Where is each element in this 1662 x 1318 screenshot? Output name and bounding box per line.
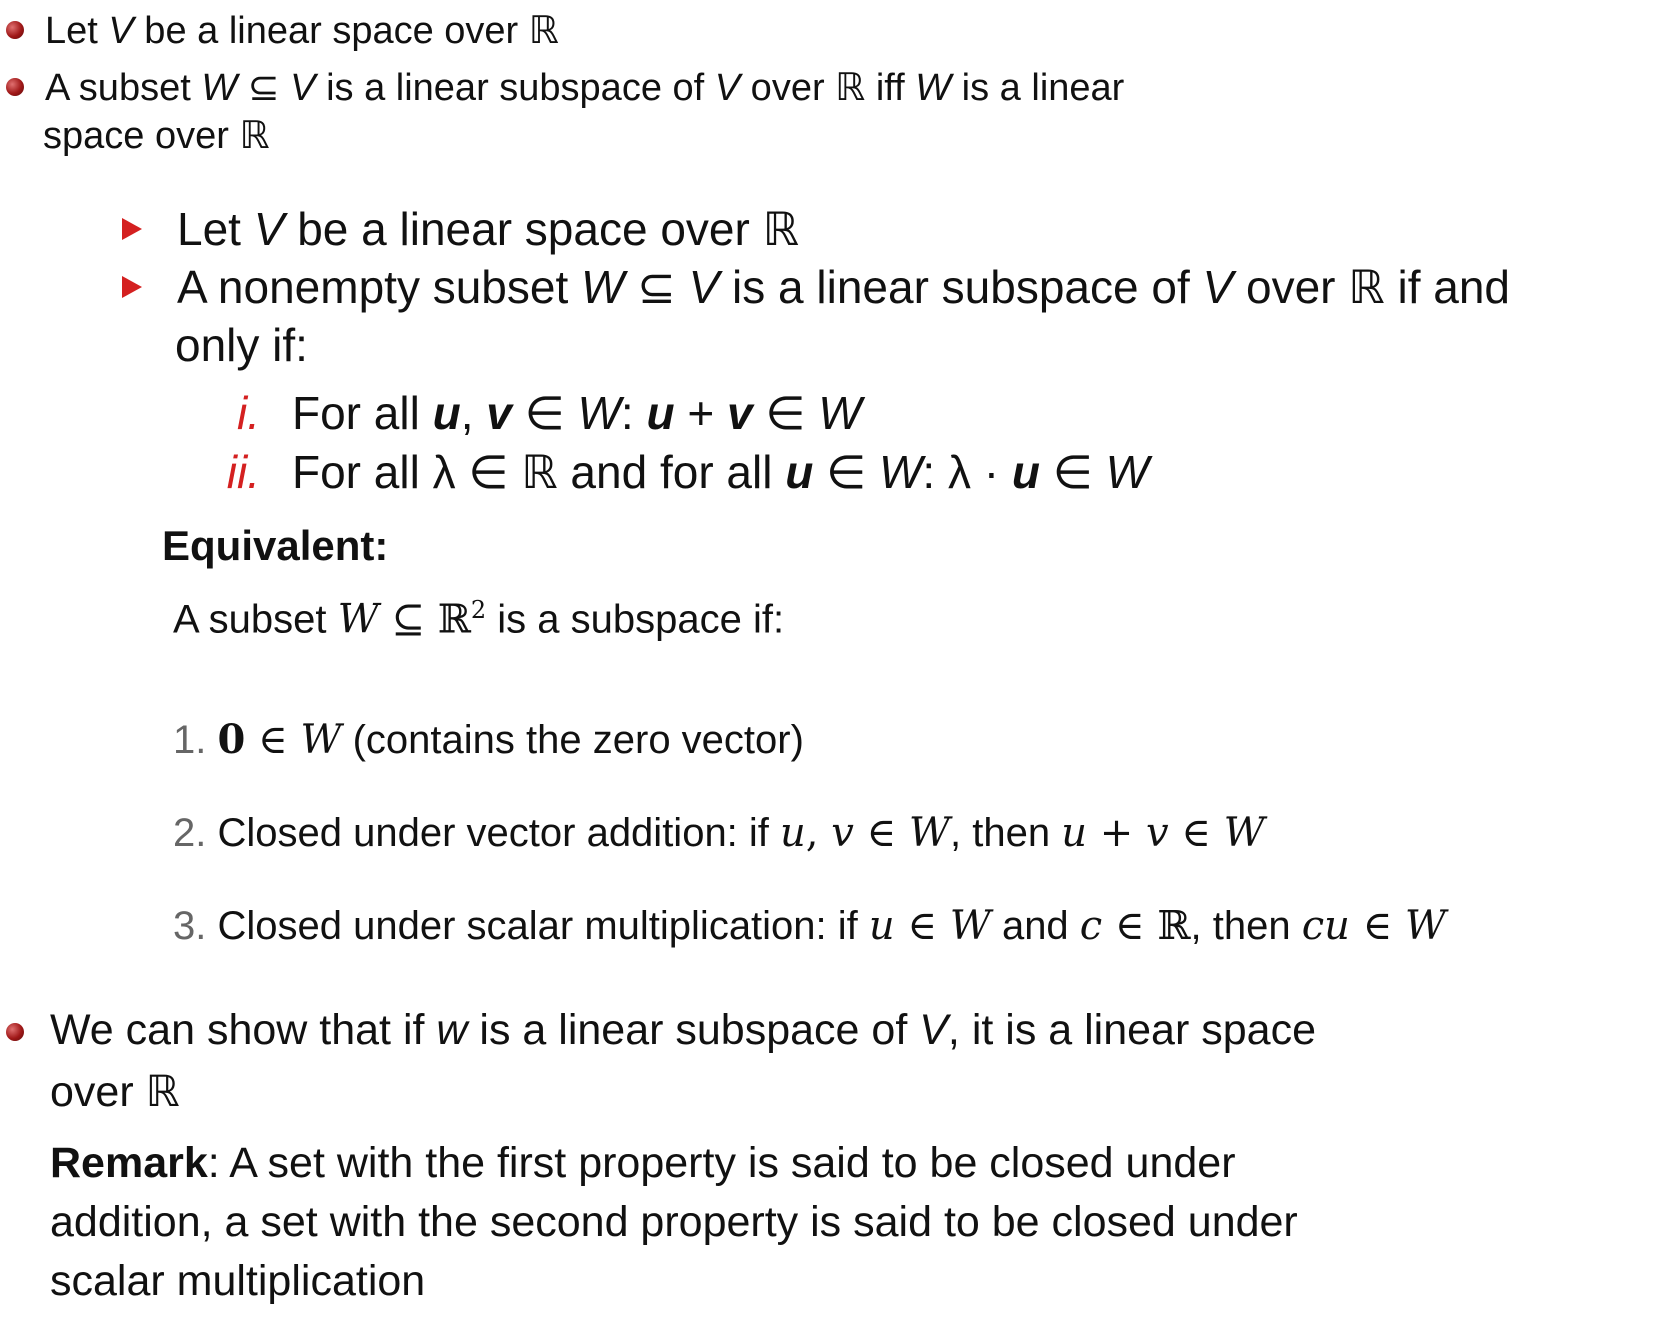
math-segment: W: [300, 717, 342, 763]
math-segment: V: [290, 67, 316, 109]
text-segment: For all: [292, 387, 433, 439]
math-segment: 2: [470, 596, 487, 624]
text-segment: over ℝ if and: [1233, 261, 1511, 313]
definition-line: [175, 318, 308, 372]
text-segment: is a linear subspace of: [315, 67, 715, 109]
text-segment: Let: [177, 203, 254, 255]
text-segment: be a linear space over ℝ: [133, 10, 559, 52]
math-segment: W: [1105, 446, 1150, 498]
math-segment: u: [646, 387, 675, 439]
list-number: 1.: [173, 718, 218, 762]
text-segment: be a linear space over ℝ: [284, 203, 800, 255]
math-segment: W: [818, 387, 862, 439]
text-segment: is a linear subspace of: [467, 1006, 920, 1054]
equivalent-item: [173, 903, 1446, 949]
text-segment: is a linear: [951, 67, 1125, 109]
list-number: 3.: [173, 904, 218, 948]
condition-label: ii.: [226, 446, 260, 498]
math-segment: ,: [805, 810, 832, 856]
math-segment: ⊆: [378, 596, 438, 643]
text-segment: : λ ·: [922, 446, 1012, 498]
equivalent-item: [173, 810, 1265, 856]
text-segment: ⊆: [624, 261, 689, 313]
text-segment: space over ℝ: [43, 115, 270, 157]
math-segment: V: [1202, 261, 1234, 313]
equivalent-heading: Equivalent:: [162, 522, 389, 569]
math-segment: W: [908, 810, 951, 856]
text-segment: (contains the zero vector): [341, 718, 804, 762]
remark-line: [50, 1198, 1298, 1247]
math-segment: W: [878, 446, 923, 498]
bullet-icon: [6, 21, 24, 39]
text-segment: ⊆: [237, 67, 291, 109]
math-segment: V: [108, 10, 134, 52]
text-segment: Remark: [50, 1139, 208, 1187]
triangle-bullet-icon: [122, 276, 142, 298]
math-segment: ∈: [1349, 903, 1405, 949]
math-segment: 0: [217, 716, 246, 763]
text-segment: , then: [1190, 904, 1302, 948]
text-segment: and: [990, 904, 1080, 948]
text-line: [43, 113, 270, 158]
text-segment: A subset: [173, 597, 338, 642]
math-segment: cu: [1301, 903, 1350, 949]
math-segment: v: [727, 387, 753, 439]
math-segment: u: [780, 810, 806, 856]
text-segment: Closed under vector addition: if: [217, 811, 781, 855]
remark-line: [50, 1139, 1236, 1188]
math-segment: u: [868, 903, 895, 949]
math-segment: W: [337, 596, 379, 643]
math-segment: ∈: [894, 903, 950, 949]
math-segment: ∈: [245, 717, 301, 763]
math-segment: W: [577, 387, 621, 439]
math-segment: W: [1404, 903, 1447, 949]
text-segment: For all λ ∈ ℝ and for all: [292, 446, 786, 498]
math-segment: u: [432, 387, 461, 439]
math-segment: w: [436, 1006, 468, 1054]
math-segment: W: [1223, 810, 1265, 856]
text-segment: addition, a set with the second property is said to be closed under: [50, 1198, 1298, 1246]
math-segment: +: [1086, 810, 1146, 856]
text-segment: over ℝ: [50, 1068, 180, 1116]
remark-line: [50, 1257, 425, 1306]
math-segment: V: [714, 67, 741, 109]
math-segment: u: [1061, 810, 1087, 856]
math-segment: ℝ: [437, 596, 471, 643]
text-line: [45, 65, 1124, 110]
math-segment: u: [1011, 446, 1040, 498]
text-segment: A nonempty subset: [177, 261, 582, 313]
condition-text: [292, 445, 1149, 499]
text-line: [50, 1067, 180, 1117]
bullet-icon: [6, 78, 24, 96]
text-segment: A subset: [45, 67, 202, 109]
text-segment: over ℝ iff: [740, 67, 916, 109]
math-segment: c: [1079, 903, 1103, 949]
equivalent-intro: [173, 596, 784, 642]
math-segment: v: [831, 810, 854, 856]
math-segment: W: [581, 261, 625, 313]
condition-text: [292, 386, 862, 440]
math-segment: ∈ ℝ: [1102, 903, 1191, 949]
list-number: 2.: [173, 811, 218, 855]
definition-line: [177, 260, 1510, 314]
math-segment: u: [785, 446, 814, 498]
text-segment: , then: [950, 811, 1062, 855]
math-segment: ∈: [853, 810, 909, 856]
math-segment: ∈: [1168, 810, 1224, 856]
math-segment: W: [949, 903, 991, 949]
text-line: [50, 1006, 1316, 1055]
text-segment: :: [620, 387, 647, 439]
math-segment: W: [915, 67, 952, 109]
math-segment: W: [201, 67, 238, 109]
text-segment: scalar multiplication: [50, 1257, 426, 1305]
text-segment: Closed under scalar multiplication: if: [217, 904, 869, 948]
math-segment: v: [486, 387, 512, 439]
text-segment: ∈: [752, 387, 819, 439]
math-segment: V: [919, 1006, 948, 1054]
text-segment: : A set with the first property is said to be closed under: [207, 1139, 1236, 1187]
text-segment: +: [674, 387, 728, 439]
math-segment: V: [253, 203, 285, 255]
triangle-bullet-icon: [122, 218, 142, 240]
condition-label: i.: [237, 387, 260, 439]
text-segment: is a subspace if:: [486, 597, 785, 642]
text-segment: is a linear subspace of: [719, 261, 1203, 313]
text-segment: ∈: [1039, 446, 1106, 498]
text-line: [45, 8, 559, 53]
definition-line: [177, 202, 799, 256]
text-segment: Let: [45, 10, 109, 52]
text-segment: , it is a linear space: [947, 1006, 1316, 1054]
text-segment: We can show that if: [50, 1006, 437, 1054]
text-segment: only if:: [175, 319, 308, 371]
math-segment: V: [688, 261, 720, 313]
text-segment: ∈: [511, 387, 578, 439]
text-segment: ∈: [813, 446, 879, 498]
text-segment: ,: [460, 387, 487, 439]
bullet-icon: [6, 1023, 24, 1041]
equivalent-item: [173, 716, 804, 763]
math-segment: v: [1145, 810, 1169, 856]
